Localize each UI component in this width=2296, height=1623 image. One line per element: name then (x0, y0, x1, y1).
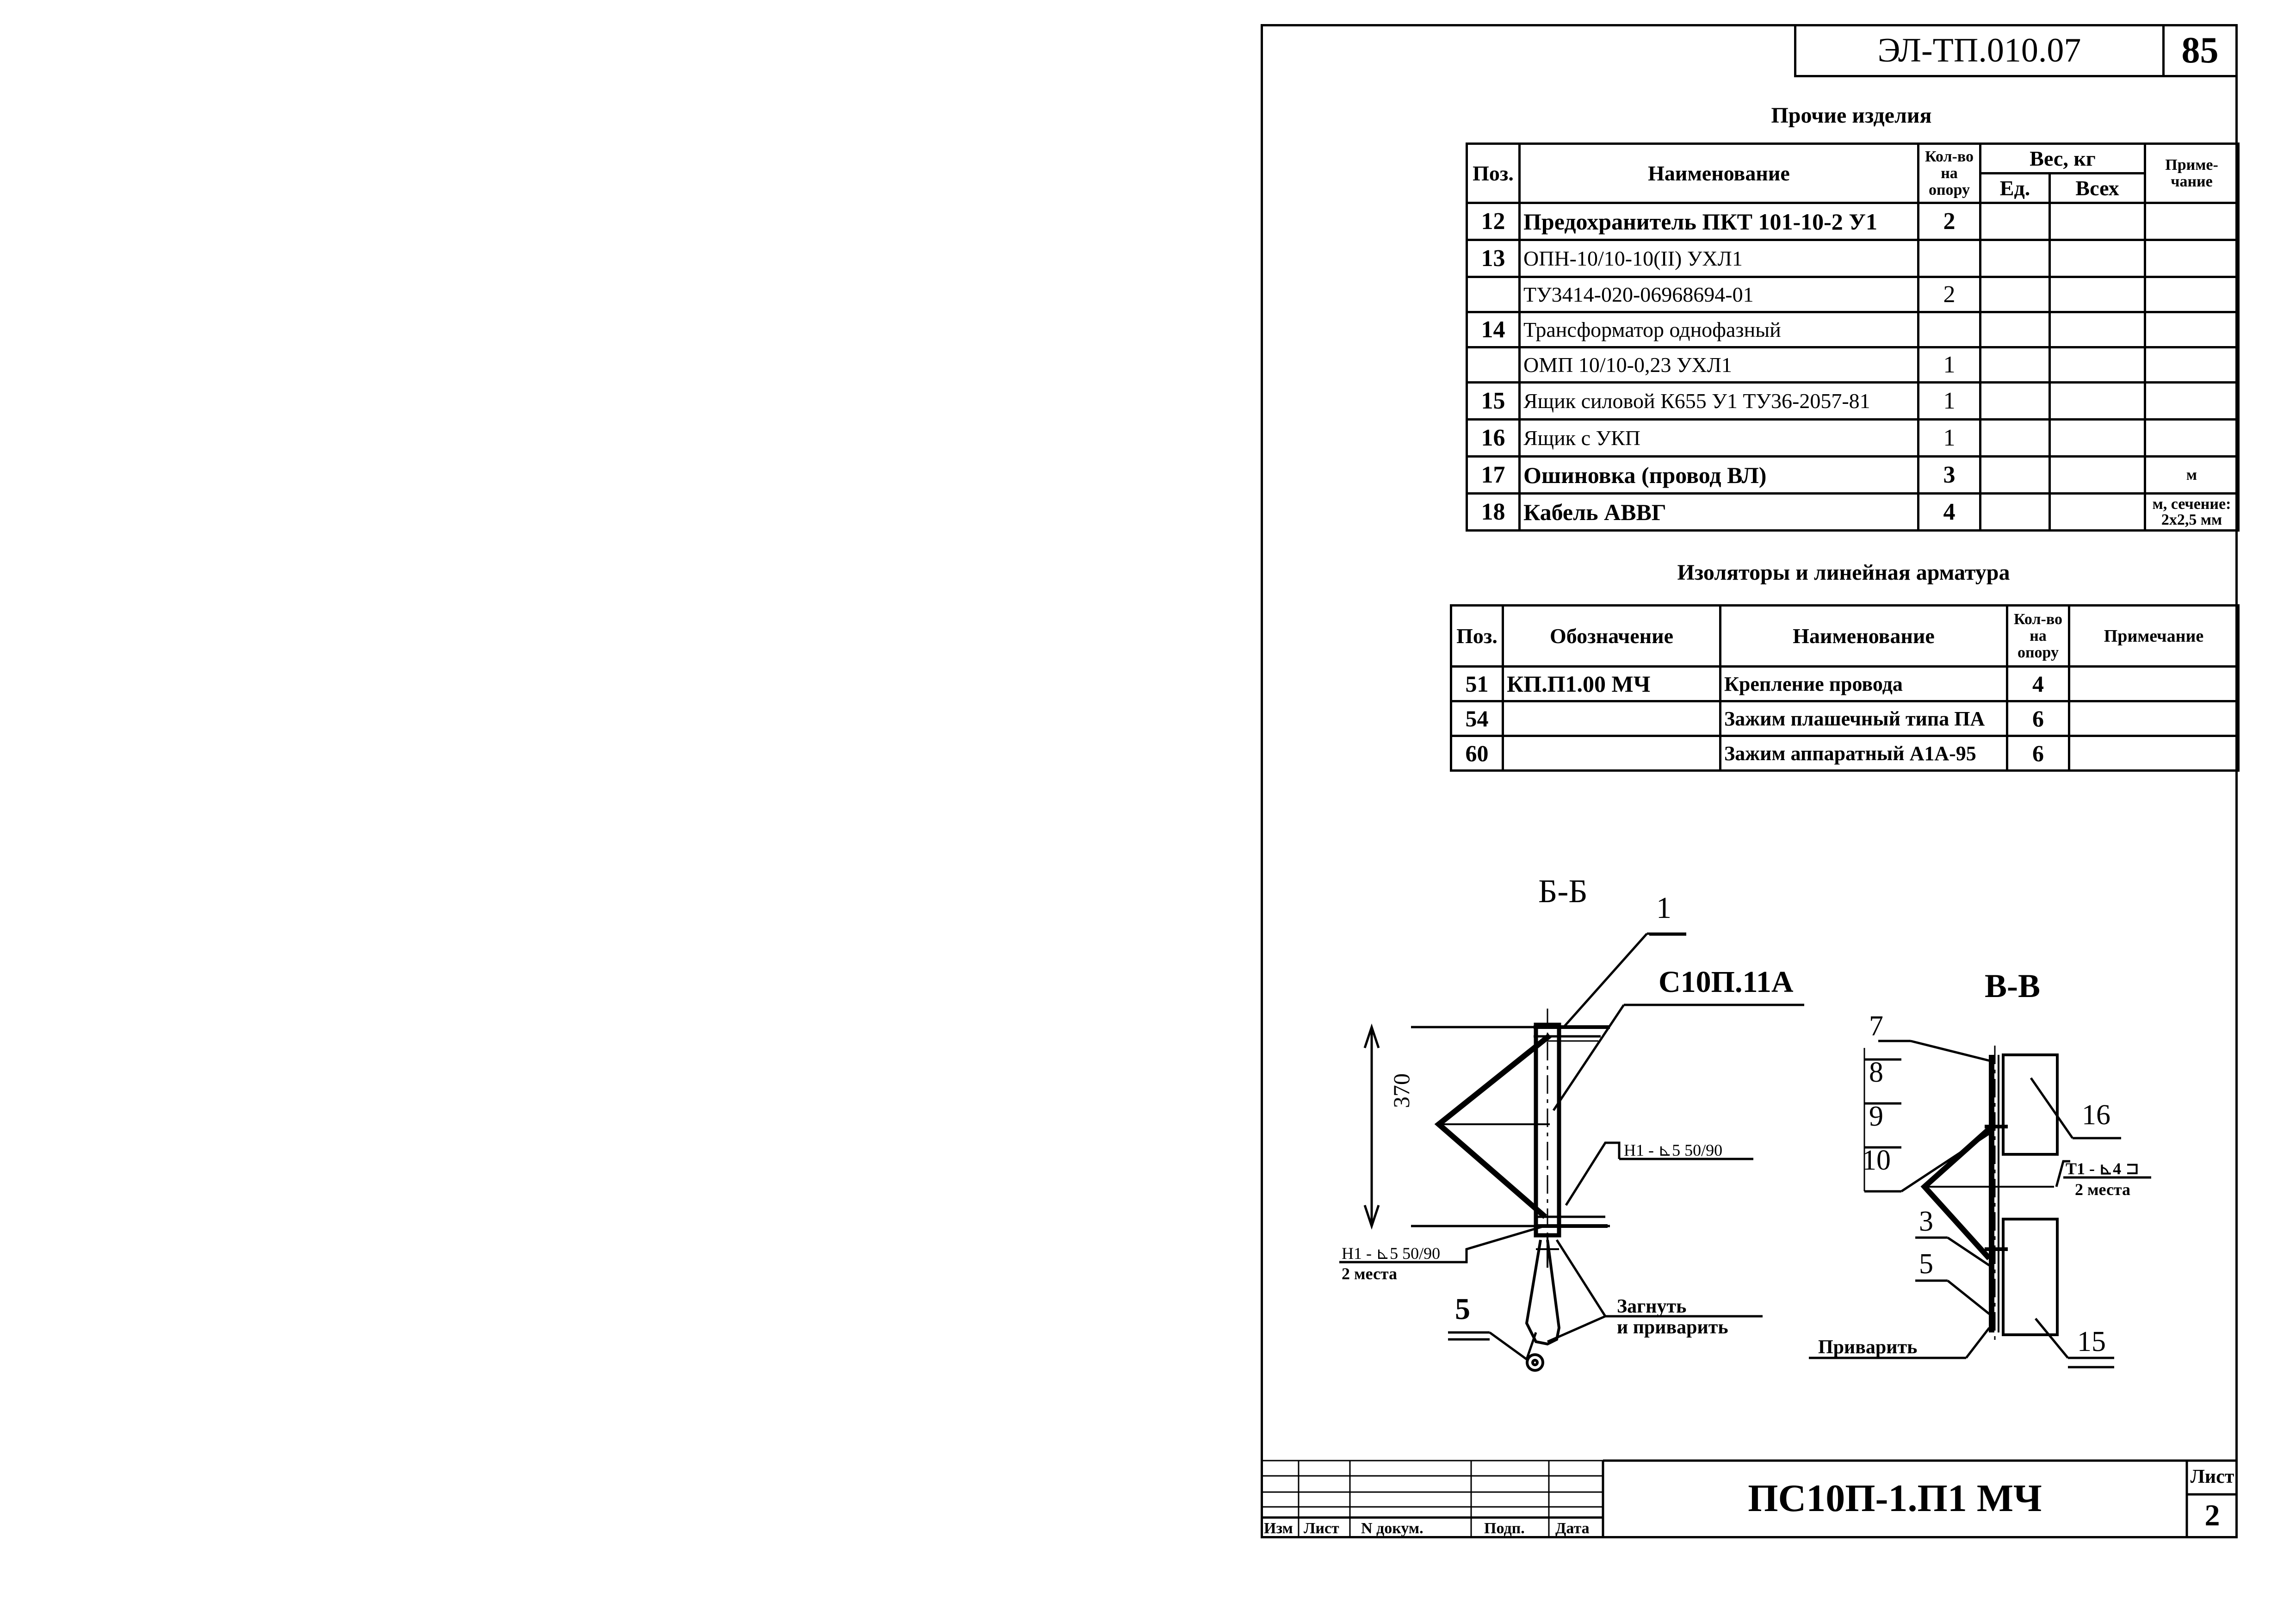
header-pos: Поз. (1467, 144, 1520, 203)
section-bb-item-1: 1 (1656, 891, 1671, 925)
header-unit: Ед. (1980, 173, 2050, 203)
title-block-col-docnum: N докум. (1361, 1520, 1423, 1537)
row-pos: 60 (1451, 736, 1503, 771)
row-pos: 15 (1467, 383, 1520, 420)
row-pos: 13 (1467, 240, 1520, 277)
row-name: Предохранитель ПКТ 101-10-2 У1 (1520, 203, 1918, 240)
section-vv-weld-places: 2 места (2075, 1180, 2131, 1199)
row-name: ТУ3414-020-06968694-01 (1520, 277, 1918, 312)
row-qty: 4 (2007, 667, 2069, 701)
table-other-title: Прочие изделия (1771, 103, 1932, 128)
row-pos: 12 (1467, 203, 1520, 240)
document-number: ЭЛ-ТП.010.07 (1794, 24, 2165, 77)
header-qty: Кол-во на опору (1918, 144, 1980, 203)
title-block-designation: ПС10П-1.П1 МЧ (1748, 1477, 2042, 1520)
section-bb-dimension: 370 (1388, 1073, 1414, 1108)
header-note: Приме- чание (2145, 144, 2239, 203)
row-name: Ящик с УКП (1520, 420, 1918, 457)
header-total: Всех (2050, 173, 2145, 203)
row-name: Трансформатор однофазный (1520, 312, 1918, 347)
title-block-col-list: Лист (1304, 1520, 1339, 1537)
table-insulators-title: Изоляторы и линейная арматура (1677, 560, 2010, 585)
row-name: Зажим аппаратный А1А-95 (1720, 736, 2007, 771)
row-name: Ящик силовой К655 У1 ТУ36-2057-81 (1520, 383, 1918, 420)
section-vv-item-16: 16 (2082, 1099, 2110, 1131)
title-block-sheet-label: Лист (2190, 1466, 2234, 1487)
row-qty: 2 (1918, 203, 1980, 240)
header-name: Наименование (1520, 144, 1918, 203)
row-name: Зажим плашечный типа ПА (1720, 701, 2007, 736)
section-bb-title: Б-Б (1538, 873, 1588, 910)
section-vv-item-5: 5 (1919, 1248, 1933, 1280)
section-bb-bend-note-2: и приварить (1617, 1317, 1728, 1338)
header-note: Примечание (2069, 606, 2239, 667)
row-qty: 1 (1918, 347, 1980, 383)
section-vv-title: В-В (1985, 967, 2041, 1004)
row-pos: 18 (1467, 494, 1520, 531)
row-name: ОПН-10/10-10(II) УХЛ1 (1520, 240, 1918, 277)
row-name: Крепление провода (1720, 667, 2007, 701)
row-qty: 1 (1918, 383, 1980, 420)
header-qty: Кол-во на опору (2007, 606, 2069, 667)
section-vv-item-15: 15 (2077, 1326, 2106, 1357)
section-bb-item-5: 5 (1455, 1292, 1470, 1326)
title-block-sheet-value: 2 (2204, 1499, 2220, 1532)
row-name: Ошиновка (провод ВЛ) (1520, 457, 1918, 494)
row-pos: 54 (1451, 701, 1503, 736)
row-qty: 6 (2007, 701, 2069, 736)
header-weight: Вес, кг (1980, 144, 2145, 173)
row-pos: 14 (1467, 312, 1520, 347)
row-name: ОМП 10/10-0,23 УХЛ1 (1520, 347, 1918, 383)
row-pos: 16 (1467, 420, 1520, 457)
section-bb-weld-bottom: Н1 - ⊾5 50/90 (1342, 1244, 1441, 1263)
header-pos: Поз. (1451, 606, 1503, 667)
section-bb-weld-top: Н1 - ⊾5 50/90 (1624, 1141, 1723, 1159)
title-block-col-izm: Изм (1264, 1520, 1293, 1537)
row-name: Кабель АВВГ (1520, 494, 1918, 531)
section-bb-weld-places: 2 места (1342, 1264, 1398, 1283)
section-vv-item-3: 3 (1919, 1206, 1933, 1237)
title-block-col-sign: Подп. (1484, 1520, 1525, 1537)
row-qty: 4 (1918, 494, 1980, 531)
row-qty: 6 (2007, 736, 2069, 771)
section-vv-weld-text: Приварить (1818, 1337, 1918, 1358)
row-pos: 17 (1467, 457, 1520, 494)
row-qty: 3 (1918, 457, 1980, 494)
title-block-col-date: Дата (1555, 1520, 1590, 1537)
section-vv-weld: Т1 - ⊾4 ⊐ (2066, 1159, 2140, 1178)
section-bb-bend-note-1: Загнуть (1617, 1296, 1687, 1317)
row-pos: 51 (1451, 667, 1503, 701)
header-designation: Обозначение (1503, 606, 1720, 667)
row-note: м (2145, 457, 2239, 494)
row-note: м, сечение: 2х2,5 мм (2145, 494, 2239, 531)
page-number: 85 (2162, 24, 2238, 77)
section-vv-drawing (1809, 1041, 2151, 1367)
row-qty: 1 (1918, 420, 1980, 457)
row-qty: 2 (1918, 277, 1980, 312)
section-vv-item-7: 7 (1869, 1010, 1883, 1042)
row-designation: КП.П1.00 МЧ (1503, 667, 1720, 701)
section-vv-item-8: 8 (1869, 1057, 1883, 1088)
section-bb-part-label: С10П.11А (1659, 965, 1794, 999)
header-name: Наименование (1720, 606, 2007, 667)
section-vv-item-10: 10 (1862, 1145, 1891, 1176)
section-vv-item-9: 9 (1869, 1101, 1883, 1132)
